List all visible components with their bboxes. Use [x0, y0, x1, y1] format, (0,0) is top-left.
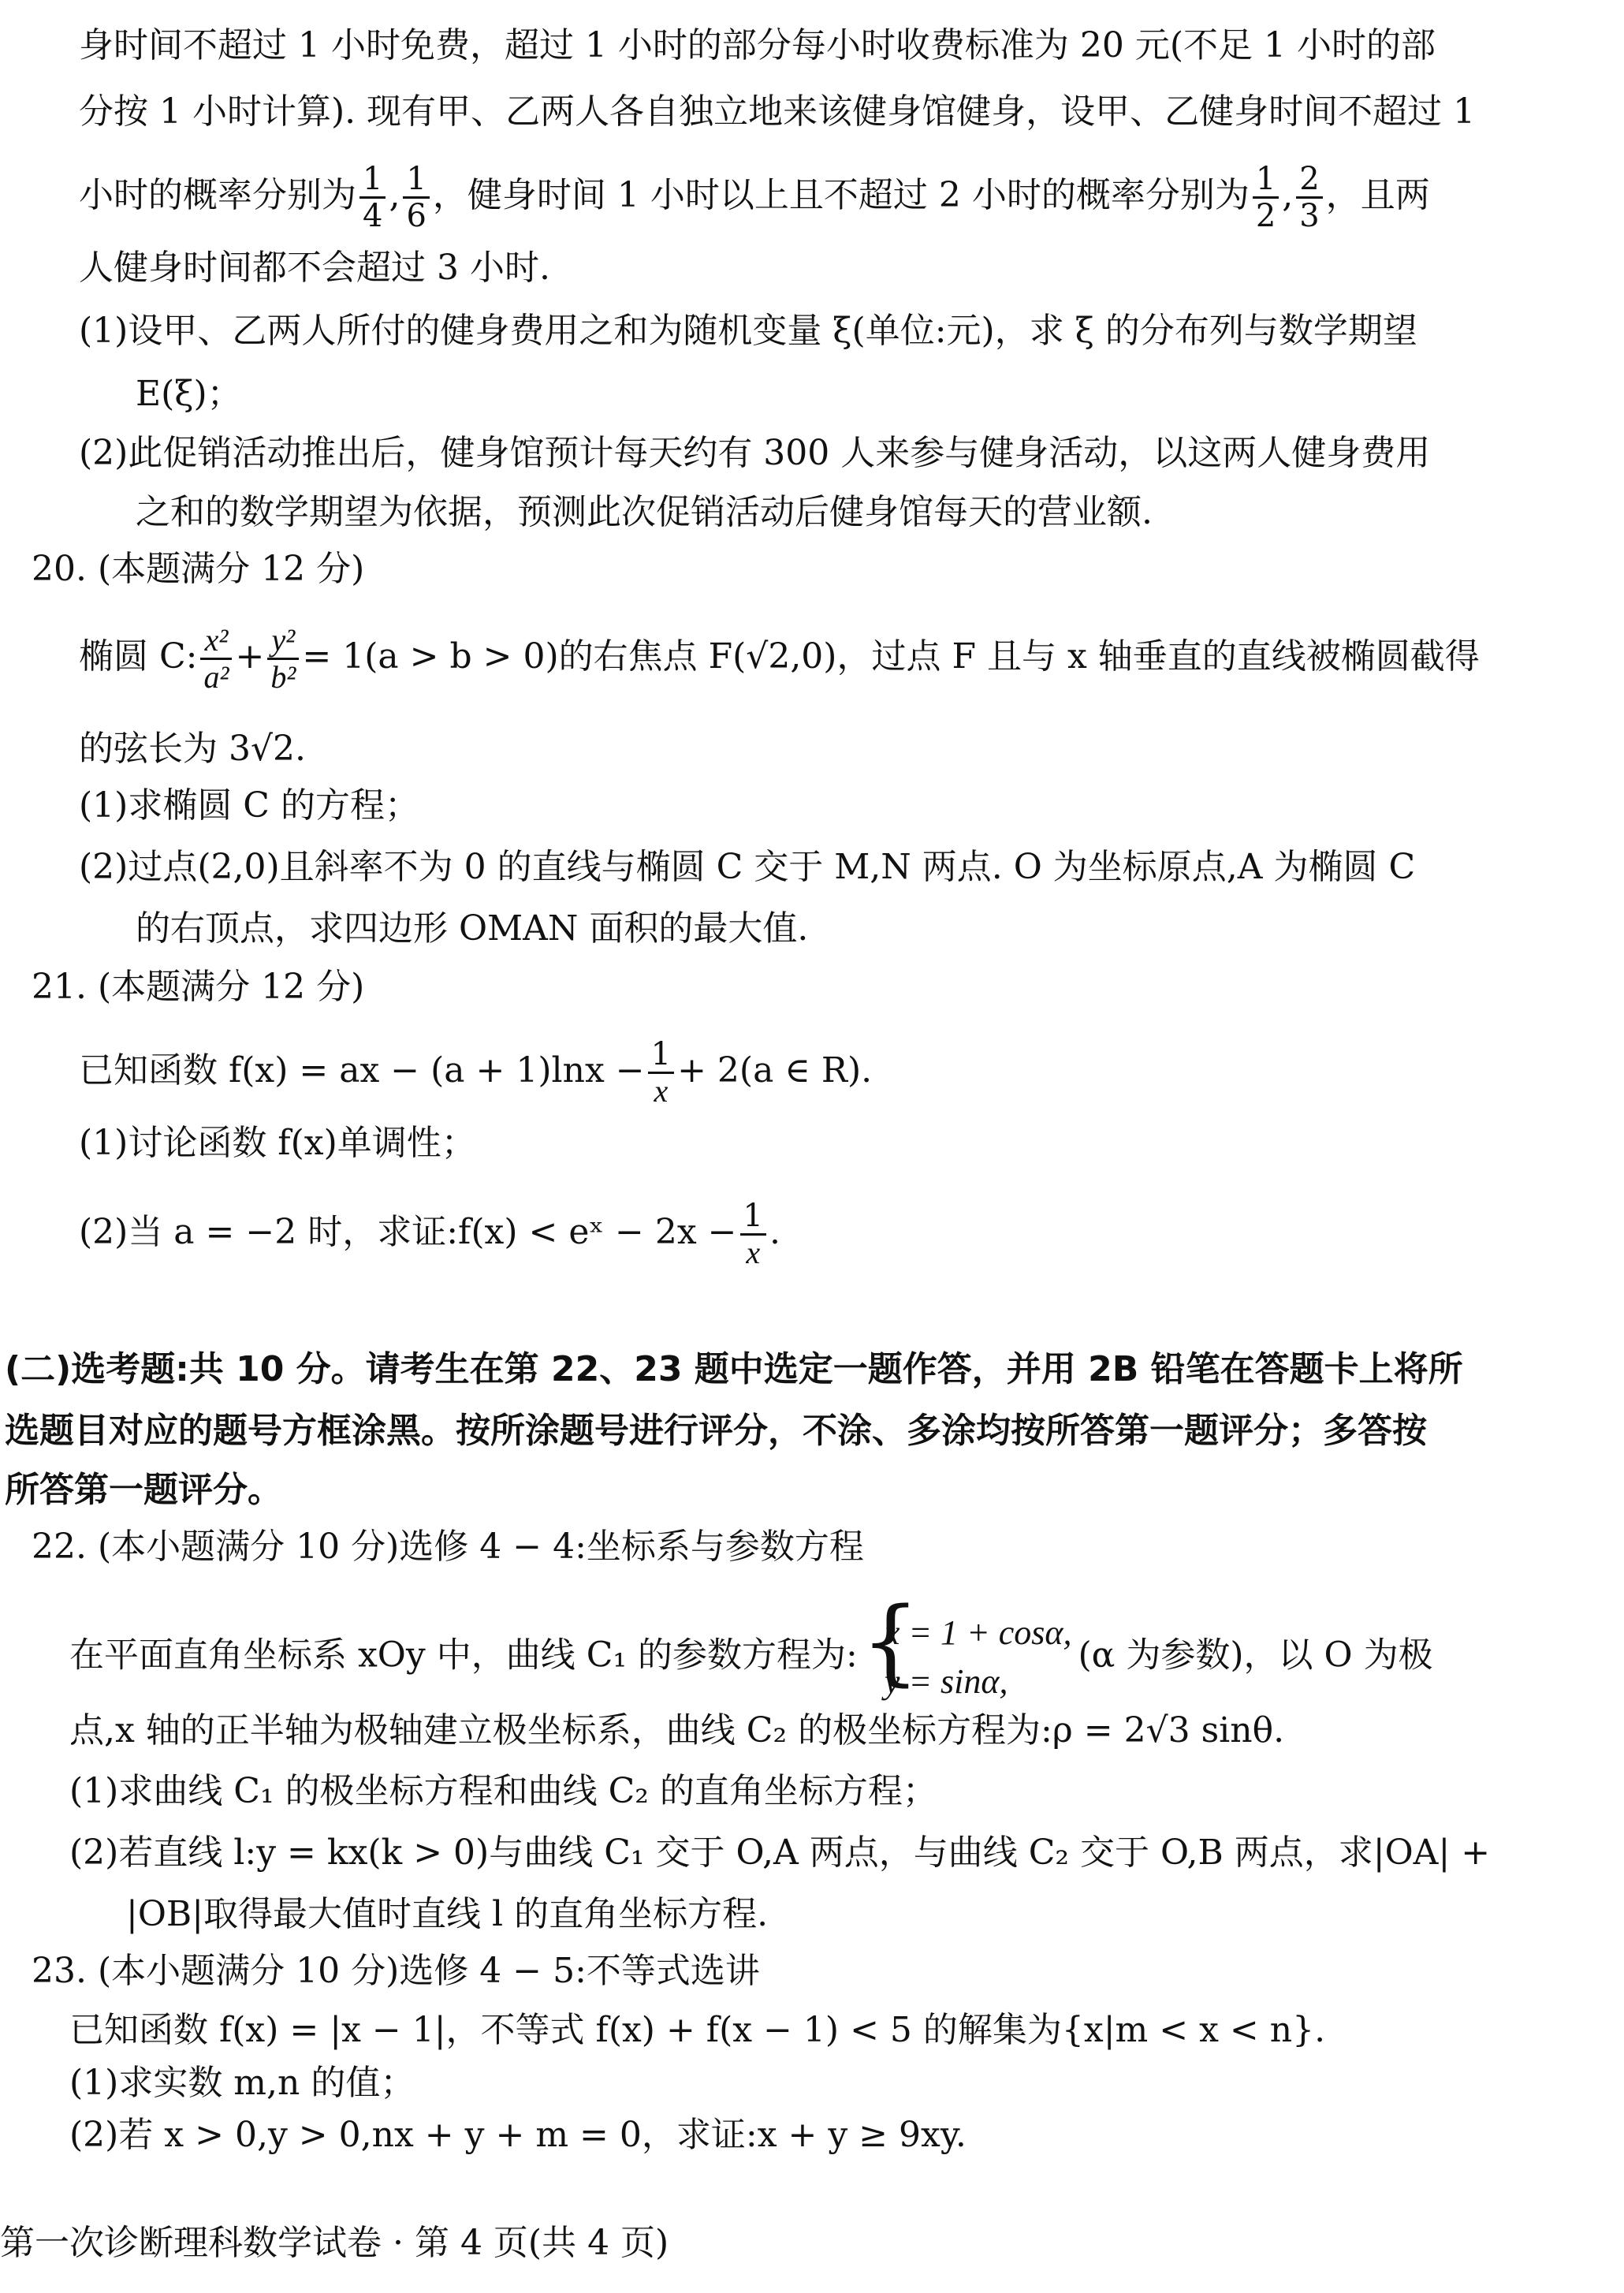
- q19-line1: 身时间不超过 1 小时免费，超过 1 小时的部分每小时收费标准为 20 元(不足 1 小时的部: [79, 25, 1436, 65]
- section2-line1: (二)选考题:共 10 分。请考生在第 22、23 题中选定一题作答，并用 2B 铅笔在答题卡上将所: [5, 1349, 1463, 1389]
- fraction-1-4: $\frac{1}{4}$: [359, 162, 386, 233]
- q20-part2-line1: (2)过点(2,0)且斜率不为 0 的直线与椭圆 C 交于 M,N 两点. O 为坐标原点,A 为椭圆 C: [79, 847, 1416, 887]
- section2-line2: 选题目对应的题号方框涂黑。按所涂题号进行评分，不涂、多涂均按所答第一题评分；多答按: [5, 1411, 1427, 1451]
- parametric-system: { x = 1 + cosα, y = sinα,: [864, 1609, 1072, 1706]
- q22-stem-line2: 点,x 轴的正半轴为极轴建立极坐标系，曲线 C₂ 的极坐标方程为:ρ = 2√3 sinθ.: [69, 1710, 1285, 1751]
- q22-header: 22. (本小题满分 10 分)选修 4 − 4:坐标系与参数方程: [32, 1527, 864, 1567]
- q21-part1: (1)讨论函数 f(x)单调性；: [79, 1123, 476, 1163]
- q19-line3: 小时的概率分别为 $\frac{1}{4}$ , $\frac{1}{6}$ ，健身时间 1 小时以上且不超过 2 小时的概率分别为 $\frac{1}{2}$ , $\frac{2}{3}$ ，且两: [79, 161, 1430, 234]
- q19-part1-line1: (1)设甲、乙两人所付的健身费用之和为随机变量 ξ(单位:元)，求 ξ 的分布列与数学期望: [79, 311, 1417, 351]
- q19-line3-mid: ，健身时间 1 小时以上且不超过 2 小时的概率分别为: [432, 175, 1250, 215]
- q23-part1: (1)求实数 m,n 的值；: [69, 2063, 415, 2103]
- q21-part2: (2)当 a = −2 时，求证:f(x) < eˣ − 2x − $\frac{1}{x}$ .: [79, 1198, 780, 1270]
- q20-part1: (1)求椭圆 C 的方程；: [79, 785, 419, 826]
- fraction-y2-b2: $\frac{\text{y²}}{\text{b²}}$: [267, 623, 299, 695]
- q19-part2-line1: (2)此促销活动推出后，健身馆预计每天约有 300 人来参与健身活动，以这两人健身费用: [79, 433, 1431, 473]
- q20-part2-line2: 的右顶点，求四边形 OMAN 面积的最大值.: [136, 908, 809, 949]
- fraction-1-x: $\frac{1}{x}$: [648, 1037, 674, 1109]
- q19-line3-post: ，且两: [1325, 175, 1430, 215]
- fraction-1-2: $\frac{1}{2}$: [1253, 162, 1279, 233]
- q20-stem: 椭圆 C: $\frac{\text{x²}}{\text{a²}}$ + $\frac{\text{y²}}{\text{b²}}$ = 1(a > b > 0)的右焦点 F(√2,0)，过点 F 且与 x 轴垂直的直线被椭圆截得: [79, 622, 1480, 695]
- q19-line3-pre: 小时的概率分别为: [79, 175, 356, 215]
- q20-header: 20. (本题满分 12 分): [32, 549, 365, 589]
- section2-line3: 所答第一题评分。: [5, 1470, 282, 1510]
- q22-part2-line1: (2)若直线 l:y = kx(k > 0)与曲线 C₁ 交于 O,A 两点，与曲线 C₂ 交于 O,B 两点，求|OA| +: [69, 1833, 1491, 1873]
- q19-part1-line2: E(ξ)；: [136, 374, 242, 414]
- fraction-2-3: $\frac{2}{3}$: [1296, 162, 1322, 233]
- q22-stem: 在平面直角坐标系 xOy 中，曲线 C₁ 的参数方程为: { x = 1 + cosα, y = sinα, (α 为参数)，以 O 为极: [69, 1609, 1433, 1706]
- q23-header: 23. (本小题满分 10 分)选修 4 − 5:不等式选讲: [32, 1951, 760, 1991]
- q21-stem: 已知函数 f(x) = ax − (a + 1)lnx − $\frac{1}{x}$ + 2(a ∈ R).: [79, 1036, 873, 1109]
- q19-line2: 分按 1 小时计算). 现有甲、乙两人各自独立地来该健身馆健身，设甲、乙健身时间不超过 1: [79, 91, 1476, 132]
- fraction-1-x-2: $\frac{1}{x}$: [740, 1199, 766, 1270]
- q23-part2: (2)若 x > 0,y > 0,nx + y + m = 0，求证:x + y ≥ 9xy.: [69, 2115, 967, 2155]
- fraction-x2-a2: $\frac{\text{x²}}{\text{a²}}$: [200, 623, 232, 695]
- q19-part2-line2: 之和的数学期望为依据，预测此次促销活动后健身馆每天的营业额.: [136, 492, 1153, 532]
- fraction-1-6: $\frac{1}{6}$: [403, 162, 429, 233]
- q22-part2-line2: |OB|取得最大值时直线 l 的直角坐标方程.: [126, 1894, 769, 1934]
- q22-part1: (1)求曲线 C₁ 的极坐标方程和曲线 C₂ 的直角坐标方程；: [69, 1771, 937, 1811]
- q19-line4: 人健身时间都不会超过 3 小时.: [79, 248, 550, 288]
- q23-stem: 已知函数 f(x) = |x − 1|，不等式 f(x) + f(x − 1) < 5 的解集为{x|m < x < n}.: [69, 2010, 1326, 2050]
- q20-stem-line2: 的弦长为 3√2.: [79, 729, 306, 769]
- page-footer: 第一次诊断理科数学试卷 · 第 4 页(共 4 页): [0, 2223, 669, 2263]
- q21-header: 21. (本题满分 12 分): [32, 967, 365, 1007]
